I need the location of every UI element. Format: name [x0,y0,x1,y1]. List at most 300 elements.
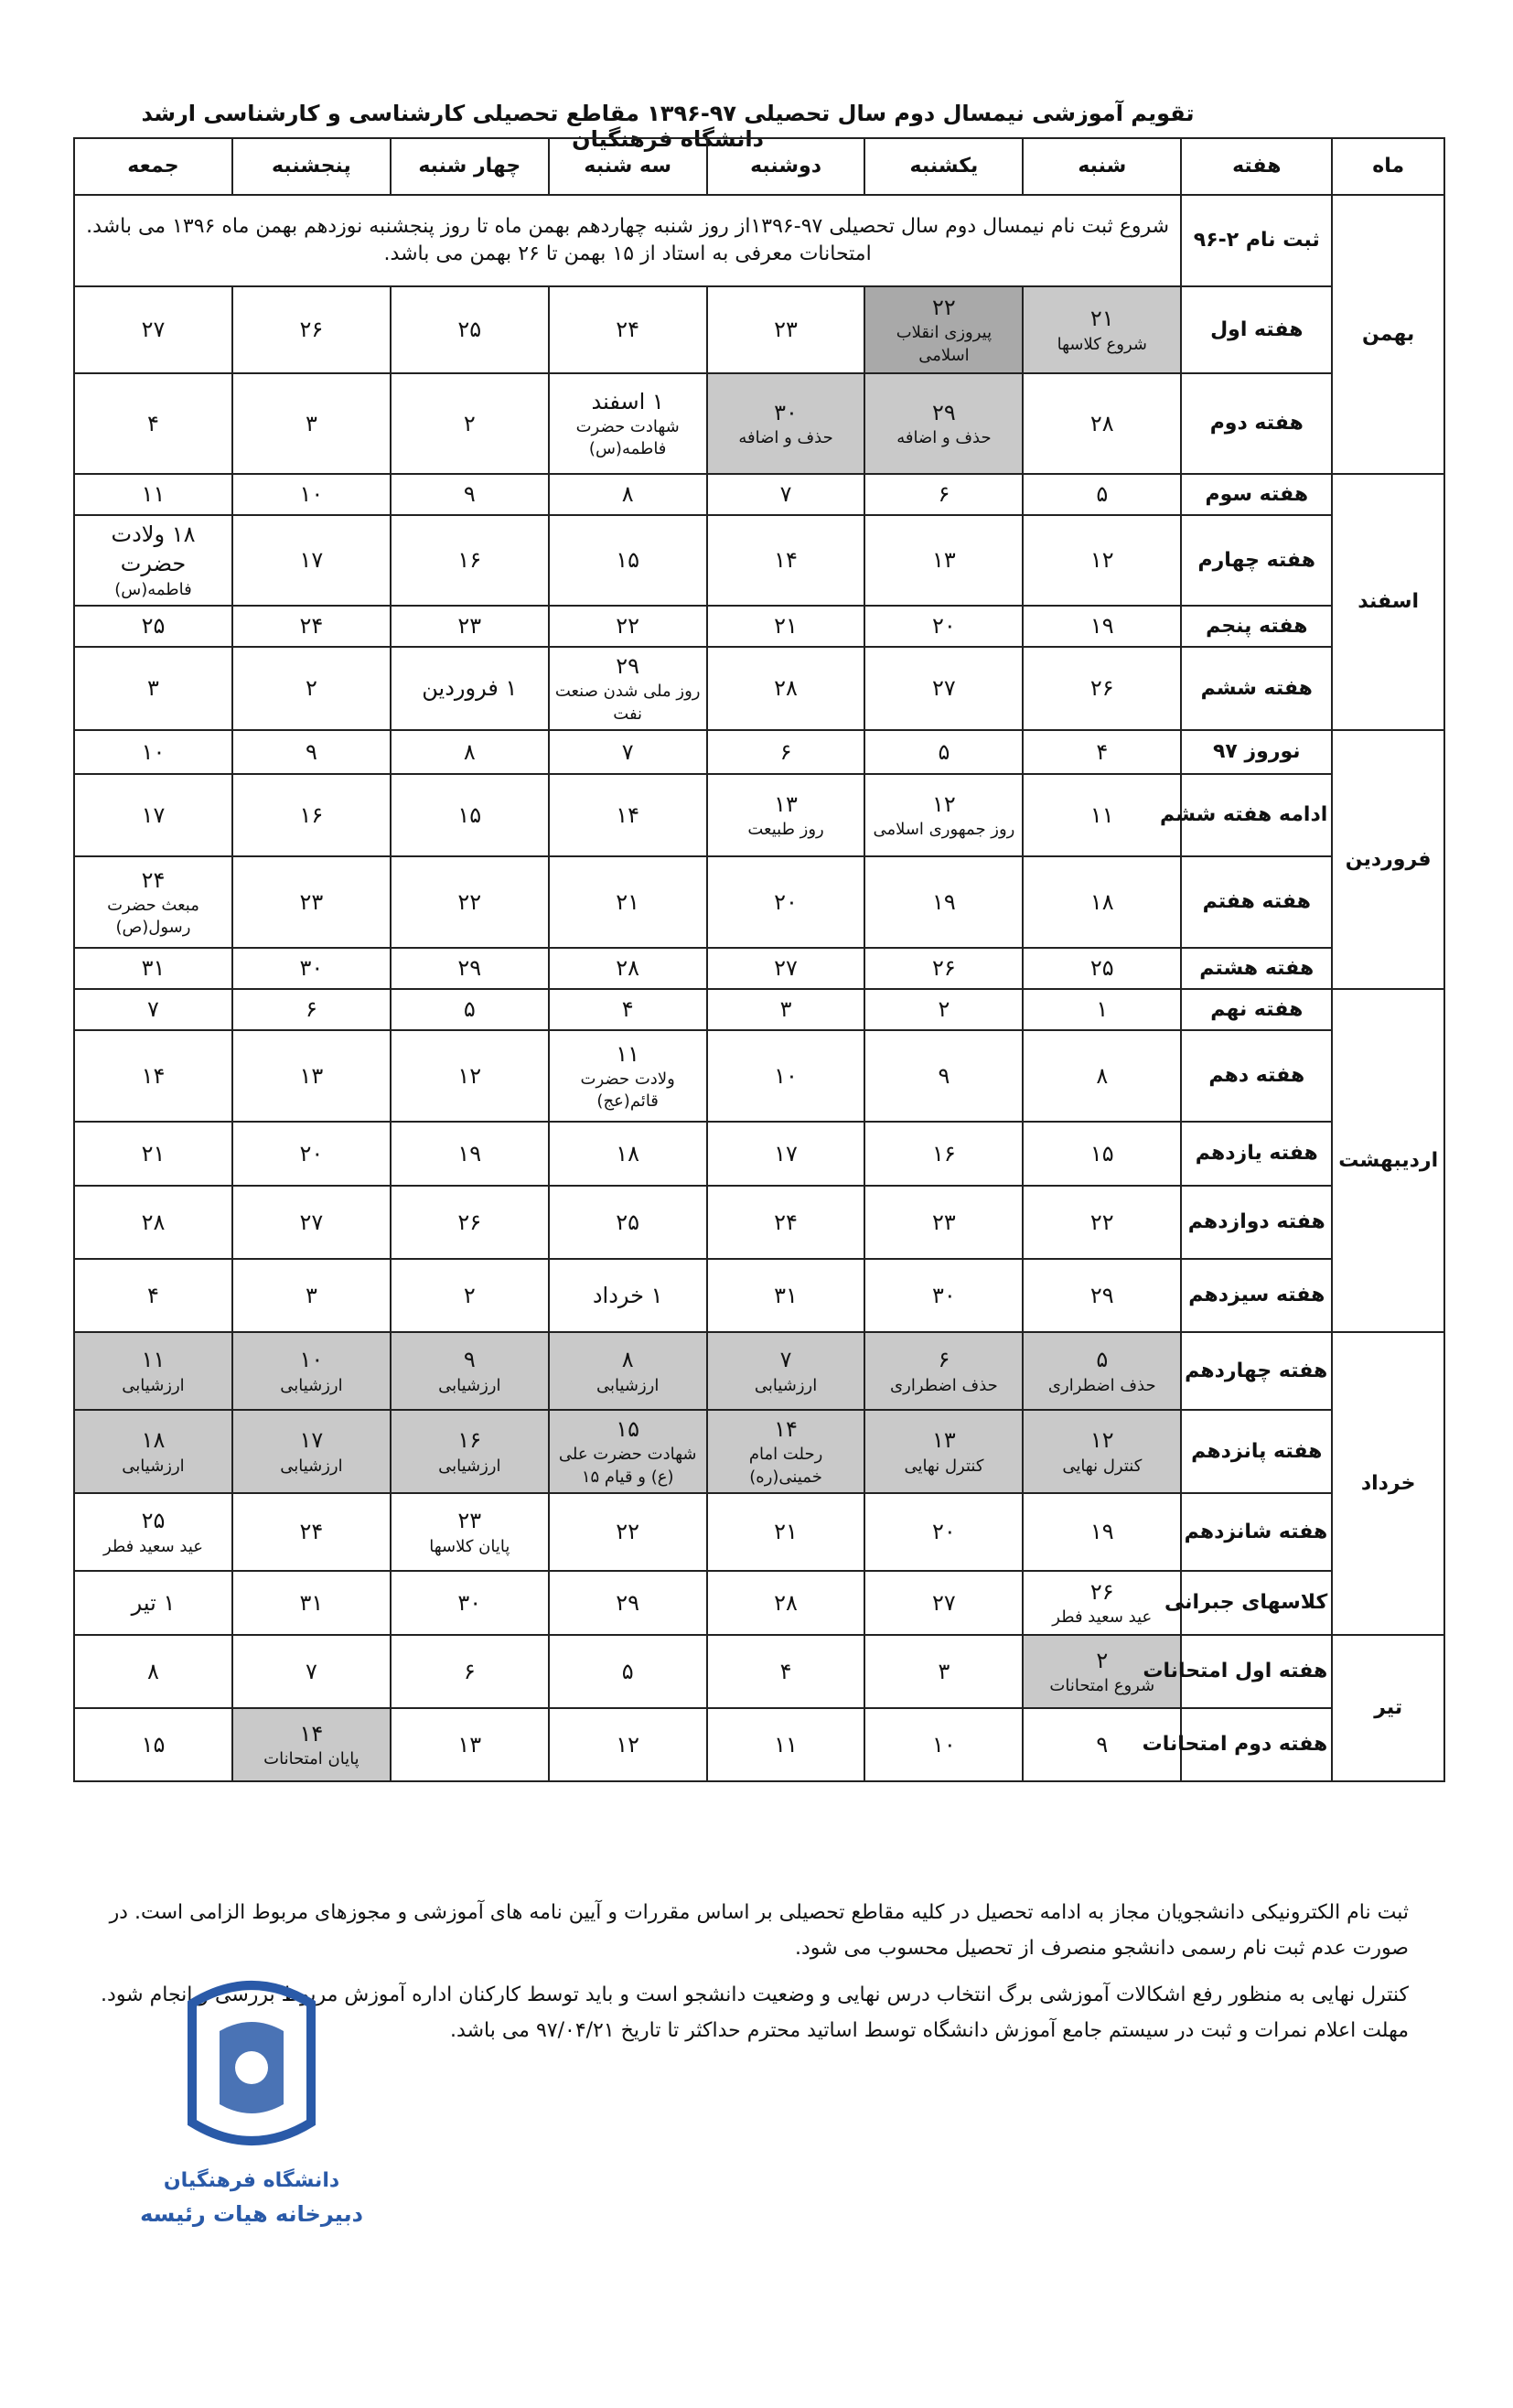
day-number: ۴ [1096,738,1109,765]
day-cell [391,1410,549,1493]
day-cell [232,1493,391,1571]
page-title: تقویم آموزشی نیمسال دوم سال تحصیلی ۹۷-۱۳۹۶ مقاطع تحصیلی کارشناسی و کارشناسی ارشد دانشگاه فرهنگیان [141,101,1195,152]
day-cell [707,856,865,948]
day-cell [707,1332,865,1410]
day-cell [74,286,232,373]
day-number: ۱۳ [457,1731,482,1758]
registration-row [74,195,1444,286]
day-cell [549,774,707,856]
month-khordad: خرداد [1332,1332,1444,1635]
day-cell [74,647,232,730]
day-number: ۲۲ [616,613,640,640]
day-number: ۴ [147,1282,159,1308]
day-cell [391,606,549,647]
week-row [74,1708,1444,1781]
logo-emblem-icon [192,1985,311,2141]
day-number: ۷ [779,481,792,508]
day-number: ۲۶ [1089,1578,1114,1605]
registration-info [74,195,1181,286]
day-number: ۲۴ [616,317,640,343]
day-event: پایان کلاسها [429,1536,510,1556]
day-number: ۱۴ [141,1062,166,1089]
header-saturday: شنبه [1023,138,1181,195]
day-number: ۲۵ [141,613,166,640]
day-cell [707,730,865,774]
day-cell [549,1259,707,1332]
day-cell [864,1122,1023,1186]
day-number: ۲۱ [774,1519,798,1545]
day-number: ۱۱ [774,1731,798,1758]
day-cell [864,606,1023,647]
day-number: ۳ [779,996,792,1023]
day-number: ۱ تیر [131,1589,176,1616]
month-ordibehesht: اردیبهشت [1332,989,1444,1332]
day-cell [707,1708,865,1781]
day-number: ۲ [463,1282,476,1308]
day-number: ۱۷ [774,1140,798,1166]
day-number: ۳ [938,1658,950,1684]
logo-line-2: دبیرخانه هیات رئیسه [140,2201,363,2227]
week-label: هفته یازدهم [1181,1122,1332,1186]
day-cell [232,474,391,515]
day-number: ۱ [1096,996,1109,1023]
day-cell [1023,1410,1181,1493]
day-cell [74,1259,232,1332]
day-cell [1023,606,1181,647]
day-number: ۱۲ [457,1062,482,1089]
week-label: هفته شانزدهم [1181,1493,1332,1571]
day-number: ۹ [1096,1731,1109,1758]
day-cell [391,856,549,948]
header-friday: جمعه [74,138,232,195]
header-tuesday: سه شنبه [549,138,707,195]
day-number: ۲۴ [141,866,166,893]
week-row [74,286,1444,373]
day-cell [864,1030,1023,1122]
day-number: ۴ [621,996,634,1023]
day-cell [864,1635,1023,1708]
day-cell [391,286,549,373]
day-number: ۱۷ [141,801,166,828]
day-number: ۶ [938,481,950,508]
day-number: ۲۲ [932,295,956,320]
day-number: ۱۶ [932,1140,956,1166]
day-number: ۱۸ [141,1427,166,1454]
day-cell [74,1122,232,1186]
day-number: ۲۳ [774,317,798,343]
day-cell [391,1186,549,1259]
day-number: ۲ [938,996,950,1023]
day-cell [549,1122,707,1186]
week-label: هفته نهم [1181,989,1332,1030]
week-row [74,373,1444,474]
week-label: هفته چهاردهم [1181,1332,1332,1410]
week-row [74,647,1444,730]
day-number: ۲۵ [141,1508,166,1534]
day-number: ۲ [1096,1647,1109,1673]
day-event: کنترل نهایی [904,1456,984,1476]
day-cell [1023,1571,1181,1635]
day-event: عید سعید فطر [102,1536,203,1556]
day-cell [864,1410,1023,1493]
day-cell [707,989,865,1030]
week-label: هفته هفتم [1181,856,1332,948]
day-number: ۲۱ [616,888,640,915]
day-event: شروع کلاسها [1057,334,1147,354]
day-event: شروع امتحانات [1049,1676,1155,1696]
header-wednesday: چهار شنبه [391,138,549,195]
day-cell [232,774,391,856]
week-row [74,774,1444,856]
day-number: ۸ [621,1347,634,1373]
day-event: روز جمهوری اسلامی [873,820,1015,840]
day-cell [74,1708,232,1781]
week-label: هفته دوم [1181,373,1332,474]
day-number: ۳ [305,1282,317,1308]
day-number: ۸ [147,1658,159,1684]
day-number: ۳۰ [932,1282,956,1308]
day-number: ۱۲ [932,790,956,817]
day-cell [707,1030,865,1122]
day-number: ۱ فروردین [422,675,518,702]
day-cell [391,1259,549,1332]
day-number: ۱۶ [457,1427,482,1454]
day-cell [74,1493,232,1571]
day-cell [1023,730,1181,774]
day-cell [549,948,707,989]
day-cell [391,647,549,730]
day-cell [707,474,865,515]
day-cell [864,774,1023,856]
header-sunday: یکشنبه [864,138,1023,195]
day-number: ۲۷ [932,675,956,702]
day-event: حذف اضطراری [890,1375,998,1395]
day-number: ۸ [463,738,476,765]
day-number: ۱ خرداد [592,1282,663,1308]
day-event: ارزشیابی [754,1375,818,1395]
day-number: ۱۶ [457,547,482,574]
week-row [74,730,1444,774]
day-cell [707,1259,865,1332]
day-cell [864,1708,1023,1781]
day-cell [391,774,549,856]
day-number: ۳۱ [299,1589,324,1616]
logo-line-1: دانشگاه فرهنگیان [163,2169,340,2192]
day-cell [74,474,232,515]
day-cell [549,989,707,1030]
week-label: هفته دوازدهم [1181,1186,1332,1259]
day-cell [74,1332,232,1410]
day-number: ۳۱ [774,1282,798,1308]
day-cell [232,1259,391,1332]
day-number: ۳۱ [141,955,166,982]
day-cell [707,515,865,606]
day-number: ۲۴ [299,613,324,640]
day-cell [549,1332,707,1410]
day-cell [1023,989,1181,1030]
day-cell [391,948,549,989]
registration-label: ثبت نام ۲-۹۶ [1181,195,1332,286]
day-number: ۲۸ [141,1209,166,1235]
day-cell [232,1030,391,1122]
day-number: ۱۲ [616,1731,640,1758]
day-cell [232,1571,391,1635]
day-number: ۴ [147,410,159,436]
day-number: ۳۰ [457,1589,482,1616]
day-cell [864,1259,1023,1332]
day-cell [74,606,232,647]
day-number: ۲۵ [1089,955,1114,982]
day-event: ارزشیابی [438,1456,501,1476]
day-number: ۲۰ [932,613,956,640]
day-number: ۲۳ [457,1508,482,1534]
day-cell [1023,1493,1181,1571]
day-cell [549,373,707,474]
day-cell [391,1332,549,1410]
day-cell [74,1410,232,1493]
week-row [74,1186,1444,1259]
day-cell [1023,856,1181,948]
day-number: ۱۹ [1089,1519,1114,1545]
day-number: ۱۷ [299,547,324,574]
day-cell [391,730,549,774]
week-row [74,474,1444,515]
day-cell [707,1493,865,1571]
day-number: ۱۹ [932,888,956,915]
day-number: ۳ [147,675,159,702]
day-cell [232,730,391,774]
day-number: ۵ [463,996,476,1023]
day-cell [864,1186,1023,1259]
week-label: هفته پانزدهم [1181,1410,1332,1493]
day-number: ۴ [779,1658,792,1684]
week-row [74,1635,1444,1708]
day-cell [549,606,707,647]
day-number: ۱۱ [141,481,166,508]
day-cell [74,989,232,1030]
week-row [74,606,1444,647]
week-row [74,515,1444,606]
day-cell [549,1635,707,1708]
day-cell [864,1332,1023,1410]
day-event: کنترل نهایی [1062,1456,1143,1476]
week-row [74,856,1444,948]
day-number: ۲۷ [141,317,166,343]
day-number: ۲۸ [774,675,798,702]
day-number: ۳۰ [299,955,324,982]
day-cell [1023,948,1181,989]
day-cell [74,730,232,774]
day-number: ۳۰ [774,399,798,425]
day-number: ۱ اسفند [591,388,664,414]
day-number: ۲۲ [457,888,482,915]
day-number: ۱۸ [616,1140,640,1166]
header-row [74,138,1444,195]
day-cell [864,948,1023,989]
day-number: ۶ [305,996,317,1023]
day-cell [864,1493,1023,1571]
week-row [74,1571,1444,1635]
day-number: ۱۴ [616,801,640,828]
day-number: ۲۶ [1089,675,1114,702]
registration-line-2: امتحانات معرفی به استاد از ۱۵ بهمن تا ۲۶ بهمن می باشد. [383,242,872,265]
day-number: ۲۲ [616,1519,640,1545]
day-event: شهادت حضرت علی (ع) و قیام ۱۵ [558,1445,697,1487]
day-cell [232,856,391,948]
day-number: ۲۶ [932,955,956,982]
day-cell [74,373,232,474]
day-number: ۲۲ [1089,1209,1114,1235]
day-number: ۲۱ [774,613,798,640]
day-number: ۹ [938,1062,950,1089]
day-cell [74,515,232,606]
week-row [74,989,1444,1030]
day-cell [864,647,1023,730]
day-cell [549,1186,707,1259]
day-cell [707,647,865,730]
day-number: ۱۴ [774,547,798,574]
day-cell [864,1571,1023,1635]
day-number: ۵ [1096,1347,1109,1373]
day-cell [1023,1186,1181,1259]
day-cell [864,515,1023,606]
day-cell [864,989,1023,1030]
day-number: ۱۴ [774,1416,798,1443]
day-cell [391,1708,549,1781]
week-label: هفته سوم [1181,474,1332,515]
day-event: پایان امتحانات [263,1749,359,1769]
day-number: ۱۹ [1089,613,1114,640]
header-week: هفته [1181,138,1332,195]
day-number: ۱۰ [299,1347,324,1373]
day-number: ۶ [938,1347,950,1373]
day-number: ۳ [305,410,317,436]
day-number: ۱۱ [616,1040,640,1067]
day-number: ۲ [463,410,476,436]
day-cell [707,774,865,856]
day-number: ۲۳ [299,888,324,915]
week-label: هفته سیزدهم [1181,1259,1332,1332]
day-cell [864,856,1023,948]
week-label: هفته پنجم [1181,606,1332,647]
day-cell [391,1122,549,1186]
day-number: ۷ [779,1347,792,1373]
day-number: ۱۵ [1089,1140,1114,1166]
day-cell [391,1571,549,1635]
day-number: ۲۶ [457,1209,482,1235]
day-number: ۲۶ [299,317,324,343]
day-cell [74,856,232,948]
day-number: ۱۶ [299,801,324,828]
day-event: رحلت امام خمینی(ره) [748,1445,823,1487]
day-cell [74,948,232,989]
day-number: ۱۰ [774,1062,798,1089]
day-cell [232,989,391,1030]
day-number: ۲۱ [141,1140,166,1166]
day-cell [74,774,232,856]
day-cell [232,647,391,730]
week-label: ادامه هفته ششم [1181,774,1332,856]
day-cell [232,515,391,606]
header-monday: دوشنبه [707,138,865,195]
day-number: ۲۳ [457,613,482,640]
registration-line-1: شروع ثبت نام نیمسال دوم سال تحصیلی ۹۷-۱۳۹۶از روز شنبه چهاردهم بهمن ماه تا روز پنجشنبه نوزدهم بهمن ماه ۱۳۹۶ می باشد. [86,215,1170,239]
day-number: ۱۳ [774,790,798,817]
university-logo [137,1967,366,2241]
day-event: حذف و اضافه [738,428,833,448]
day-number: ۲۹ [1089,1282,1114,1308]
day-cell [707,948,865,989]
day-number: ۱۴ [299,1720,324,1747]
day-cell [707,1122,865,1186]
day-number: ۶ [779,738,792,765]
day-event: پیروزی انقلاب اسلامی [896,323,993,365]
day-event: ارزشیابی [596,1375,660,1395]
day-cell [549,1030,707,1122]
month-farvardin: فروردین [1332,730,1444,989]
day-event: ارزشیابی [122,1456,185,1476]
day-number: ۱۸ [1089,888,1114,915]
day-cell [549,474,707,515]
day-cell [864,474,1023,515]
day-cell [1023,474,1181,515]
week-label: هفته چهارم [1181,515,1332,606]
week-row [74,1410,1444,1493]
day-number: ۱۷ [299,1427,324,1454]
week-label: هفته دهم [1181,1030,1332,1122]
day-cell [1023,1332,1181,1410]
day-number: ۲۹ [932,399,956,425]
week-row [74,1122,1444,1186]
day-number: ۱۵ [457,801,482,828]
day-number: ۹ [463,1347,476,1373]
day-cell [232,1708,391,1781]
day-number: ۱۵ [141,1731,166,1758]
day-event: روز طبیعت [747,820,824,840]
day-event: ارزشیابی [122,1375,185,1395]
day-number: ۲۸ [616,955,640,982]
day-number: ۲۸ [1089,410,1114,436]
day-number: ۲۰ [932,1519,956,1545]
day-event: ارزشیابی [280,1456,343,1476]
day-number: ۲۷ [932,1589,956,1616]
day-number: ۱۰ [141,738,166,765]
day-number: ۲۰ [299,1140,324,1166]
day-cell [74,1635,232,1708]
day-event: حذف و اضافه [896,428,992,448]
header-month: ماه [1332,138,1444,195]
day-cell [864,730,1023,774]
day-number: ۱۱ [1089,801,1114,828]
day-cell [1023,1030,1181,1122]
day-cell [549,1708,707,1781]
week-label: هفته اول [1181,286,1332,373]
day-cell [549,1410,707,1493]
day-cell [391,1030,549,1122]
footer-note-registration: ثبت نام الکترونیکی دانشجویان مجاز به ادامه تحصیل در کلیه مقاطع تحصیلی بر اساس مقررات و آیین نامه های آموزشی و مجوزهای مربوط الزامی است. در صورت عدم ثبت نام رسمی دانشجو منصرف از تحصیل محسوب می شود. [109,1901,1409,1960]
day-cell [232,948,391,989]
day-cell [232,286,391,373]
day-cell [707,1635,865,1708]
day-cell [232,1410,391,1493]
day-number: ۵ [938,738,950,765]
day-cell [391,474,549,515]
day-number: ۲۵ [457,317,482,343]
day-number: ۲۵ [616,1209,640,1235]
day-number: ۱۱ [141,1347,166,1373]
day-event: مبعث حضرت رسول(ص) [107,895,199,938]
day-number: ۱۸ ولادت حضرت [111,521,196,577]
